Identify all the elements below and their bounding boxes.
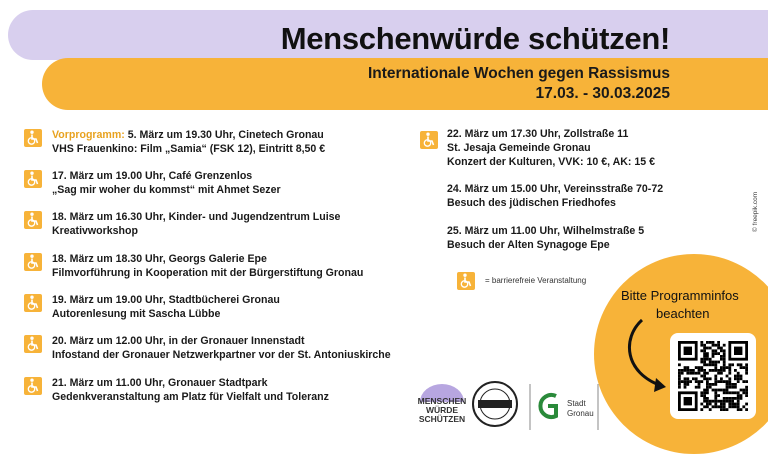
event-description: Besuch der Alten Synagoge Epe bbox=[447, 239, 610, 251]
event-date-location: 24. März um 15.00 Uhr, Vereinsstraße 70-72 bbox=[447, 183, 664, 195]
event-date-location: 20. März um 12.00 Uhr, in der Gronauer Innenstadt bbox=[52, 335, 305, 347]
event-item bbox=[447, 182, 663, 210]
logo1-text: MENSCHEN WÜRDE SCHÜTZEN bbox=[417, 396, 467, 424]
subtitle-band bbox=[42, 58, 768, 110]
qr-code[interactable] bbox=[670, 333, 756, 419]
event-item bbox=[52, 128, 325, 156]
wheelchair-icon bbox=[24, 253, 42, 271]
event-item bbox=[52, 169, 281, 197]
wheelchair-icon bbox=[24, 170, 42, 188]
event-item bbox=[52, 293, 280, 321]
event-date-text: 5. März um 19.30 Uhr, Cinetech Gronau bbox=[124, 129, 324, 141]
event-date-location: 25. März um 11.00 Uhr, Wilhelmstraße 5 bbox=[447, 225, 645, 237]
wheelchair-icon bbox=[24, 211, 42, 229]
event-description: Filmvorführung in Kooperation mit der Bürgerstiftung Gronau bbox=[52, 267, 364, 279]
event-item bbox=[52, 210, 340, 238]
wheelchair-icon bbox=[457, 272, 475, 290]
event-description: Besuch des jüdischen Friedhofes bbox=[447, 197, 616, 209]
event-date-location: 18. März um 16.30 Uhr, Kinder- und Jugendzentrum Luise bbox=[52, 211, 341, 223]
event-date-location: 21. März um 11.00 Uhr, Gronauer Stadtpark bbox=[52, 377, 268, 389]
event-description: St. Jesaja Gemeinde Gronau bbox=[447, 142, 591, 154]
wheelchair-icon bbox=[24, 129, 42, 147]
schule-ohne-rassismus-logo-icon bbox=[470, 380, 520, 428]
subtitle: Internationale Wochen gegen Rassismus bbox=[367, 65, 670, 82]
event-item bbox=[447, 224, 644, 252]
wheelchair-icon bbox=[24, 377, 42, 395]
event-description: Infostand der Gronauer Netzwerkpartner vor der St. Antoniuskirche bbox=[52, 349, 391, 361]
wheelchair-icon bbox=[24, 335, 42, 353]
event-date-location: 22. März um 17.30 Uhr, Zollstraße 11 bbox=[447, 128, 629, 140]
event-item bbox=[52, 376, 329, 404]
wheelchair-icon bbox=[420, 131, 438, 149]
promo-line-2: beachten bbox=[656, 306, 710, 321]
event-description: „Sag mir woher du kommst“ mit Ahmet Sezer bbox=[52, 184, 281, 196]
logo3-text: Stadt Gronau bbox=[567, 399, 594, 418]
promo-line-1: Bitte Programminfos bbox=[621, 288, 739, 303]
event-date-location bbox=[52, 128, 325, 142]
event-date-location: 19. März um 19.00 Uhr, Stadtbücherei Gronau bbox=[52, 294, 280, 306]
event-date-location: 17. März um 19.00 Uhr, Café Grenzenlos bbox=[52, 170, 253, 182]
event-description: Konzert der Kulturen, VVK: 10 €, AK: 15 € bbox=[447, 156, 655, 168]
legend-text: = barrierefreie Veranstaltung bbox=[485, 276, 587, 285]
event-description: Autorenlesung mit Sascha Lübbe bbox=[52, 308, 221, 320]
event-description: Gedenkveranstaltung am Platz für Vielfalt und Toleranz bbox=[52, 391, 329, 403]
date-range: 17.03. - 30.03.2025 bbox=[535, 85, 670, 102]
qr-code-icon bbox=[678, 341, 748, 411]
event-item bbox=[447, 127, 655, 169]
title-band bbox=[8, 10, 768, 60]
page-title: Menschenwürde schützen! bbox=[280, 21, 670, 56]
event-description: Kreativworkshop bbox=[52, 225, 138, 237]
event-description: VHS Frauenkino: Film „Samia“ (FSK 12), Eintritt 8,50 € bbox=[52, 143, 326, 155]
event-prefix: Vorprogramm: bbox=[52, 129, 125, 141]
event-item bbox=[52, 334, 391, 362]
event-item bbox=[52, 252, 363, 280]
wheelchair-icon bbox=[24, 294, 42, 312]
event-date-location: 18. März um 18.30 Uhr, Georgs Galerie Epe bbox=[52, 253, 267, 265]
credit-text: © freepik.com bbox=[752, 191, 759, 232]
